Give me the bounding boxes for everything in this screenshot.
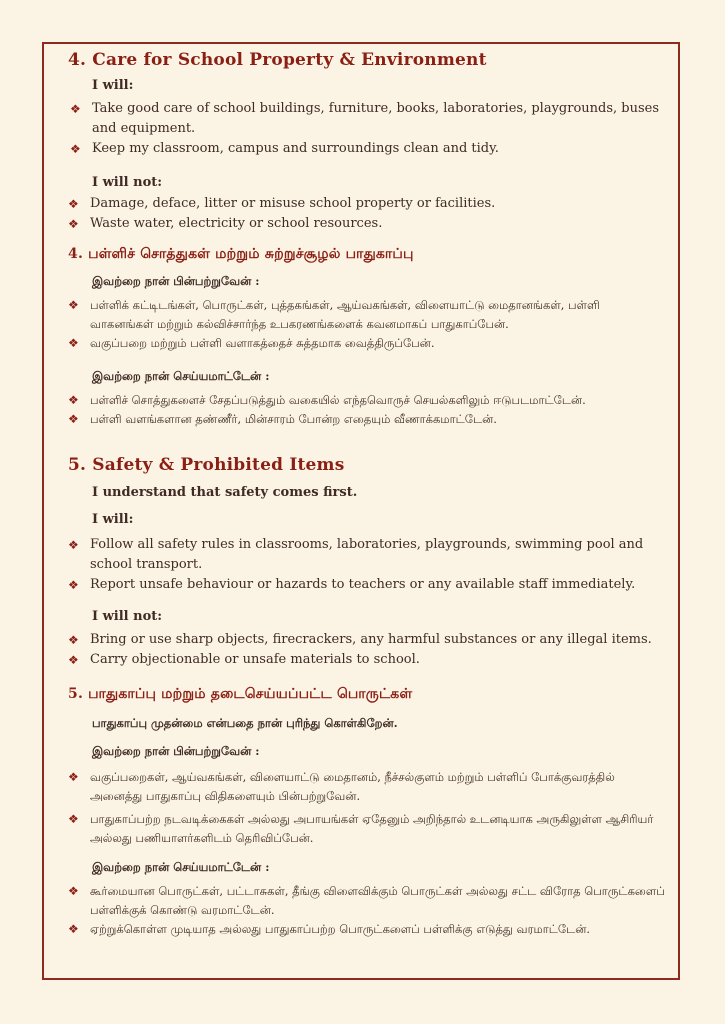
section-4-title-tamil: 4. பள்ளிச் சொத்துகள் மற்றும் சுற்றுச்சூழல் பாதுகாப்பு xyxy=(68,246,414,262)
list-item: ❖ Damage, deface, litter or misuse school property or facilities. xyxy=(68,194,665,214)
list-item: ❖ பள்ளிக் கட்டிடங்கள், பொருட்கள், புத்தகங்கள், ஆய்வகங்கள், விளையாட்டு மைதானங்கள், பள்ளி வாகனங்கள் மற்றும் கல்விச்சார்ந்த உபகரணங்களைக் கவனமாகப் பாதுகாப்பேன். xyxy=(68,296,665,334)
will-label: I will: xyxy=(92,78,134,93)
section-4-tamil xyxy=(68,246,665,429)
list-item: ❖ Follow all safety rules in classrooms, laboratories, playgrounds, swimming pool and school transport. xyxy=(68,535,665,575)
list-item: ❖ பள்ளி வளங்களான தண்ணீர், மின்சாரம் போன்ற எதையும் வீணாக்கமாட்டேன். xyxy=(68,410,665,429)
will-not-label-tamil: இவற்றை நான் செய்யமாட்டேன் : xyxy=(92,860,270,874)
section-5-english xyxy=(68,455,665,670)
will-not-label: I will not: xyxy=(92,609,163,624)
section-5-tamil xyxy=(68,686,665,939)
list-item: ❖ Carry objectionable or unsafe materials to school. xyxy=(68,650,665,670)
will-label: I will: xyxy=(92,512,134,527)
section-5-title-tamil: 5. பாதுகாப்பு மற்றும் தடைசெய்யப்பட்ட பொருட்கள் xyxy=(68,686,413,702)
list-item: ❖ ஏற்றுக்கொள்ள முடியாத அல்லது பாதுகாப்பற்ற பொருட்களைப் பள்ளிக்கு எடுத்து வரமாட்டேன். xyxy=(68,920,665,939)
safety-intro-tamil: பாதுகாப்பு முதன்மை என்பதை நான் புரிந்து கொள்கிறேன். xyxy=(92,716,398,730)
list-item: ❖ கூர்மையான பொருட்கள், பட்டாசுகள், தீங்கு விளைவிக்கும் பொருட்கள் அல்லது சட்ட விரோத பொருட்களைப் பள்ளிக்குக் கொண்டு வரமாட்டேன். xyxy=(68,882,665,920)
section-5-title: 5. Safety & Prohibited Items xyxy=(68,455,345,475)
list-item: ❖ Keep my classroom, campus and surroundings clean and tidy. xyxy=(70,139,665,159)
list-item: ❖ வகுப்பறைகள், ஆய்வகங்கள், விளையாட்டு மைதானம், நீச்சல்குளம் மற்றும் பள்ளிப் போக்குவரத்தில் அனைத்து பாதுகாப்பு விதிகளையும் பின்பற்றுவேன். xyxy=(68,768,665,806)
will-label-tamil: இவற்றை நான் பின்பற்றுவேன் : xyxy=(92,274,260,288)
safety-intro: I understand that safety comes first. xyxy=(92,485,358,500)
list-item: ❖ Waste water, electricity or school resources. xyxy=(68,214,665,234)
list-item: ❖ Take good care of school buildings, furniture, books, laboratories, playgrounds, buses and equipment. xyxy=(70,99,665,139)
list-item: ❖ வகுப்பறை மற்றும் பள்ளி வளாகத்தைச் சுத்தமாக வைத்திருப்பேன். xyxy=(68,334,665,353)
list-item: ❖ பாதுகாப்பற்ற நடவடிக்கைகள் அல்லது அபாயங்கள் ஏதேனும் அறிந்தால் உடனடியாக அருகிலுள்ள ஆசிரியர் அல்லது பணியாளர்களிடம் தெரிவிப்பேன். xyxy=(68,810,665,848)
list-item: ❖ Report unsafe behaviour or hazards to teachers or any available staff immediately. xyxy=(68,575,665,595)
list-item: ❖ பள்ளிச் சொத்துகளைச் சேதப்படுத்தும் வகையில் எந்தவொருச் செயல்களிலும் ஈடுபடமாட்டேன். xyxy=(68,391,665,410)
section-4-title: 4. Care for School Property & Environment xyxy=(68,50,487,70)
will-not-label: I will not: xyxy=(92,175,163,190)
section-4-english xyxy=(68,50,665,234)
will-not-label-tamil: இவற்றை நான் செய்யமாட்டேன் : xyxy=(92,369,270,383)
will-label-tamil: இவற்றை நான் பின்பற்றுவேன் : xyxy=(92,744,260,758)
list-item: ❖ Bring or use sharp objects, firecrackers, any harmful substances or any illegal items. xyxy=(68,630,665,650)
